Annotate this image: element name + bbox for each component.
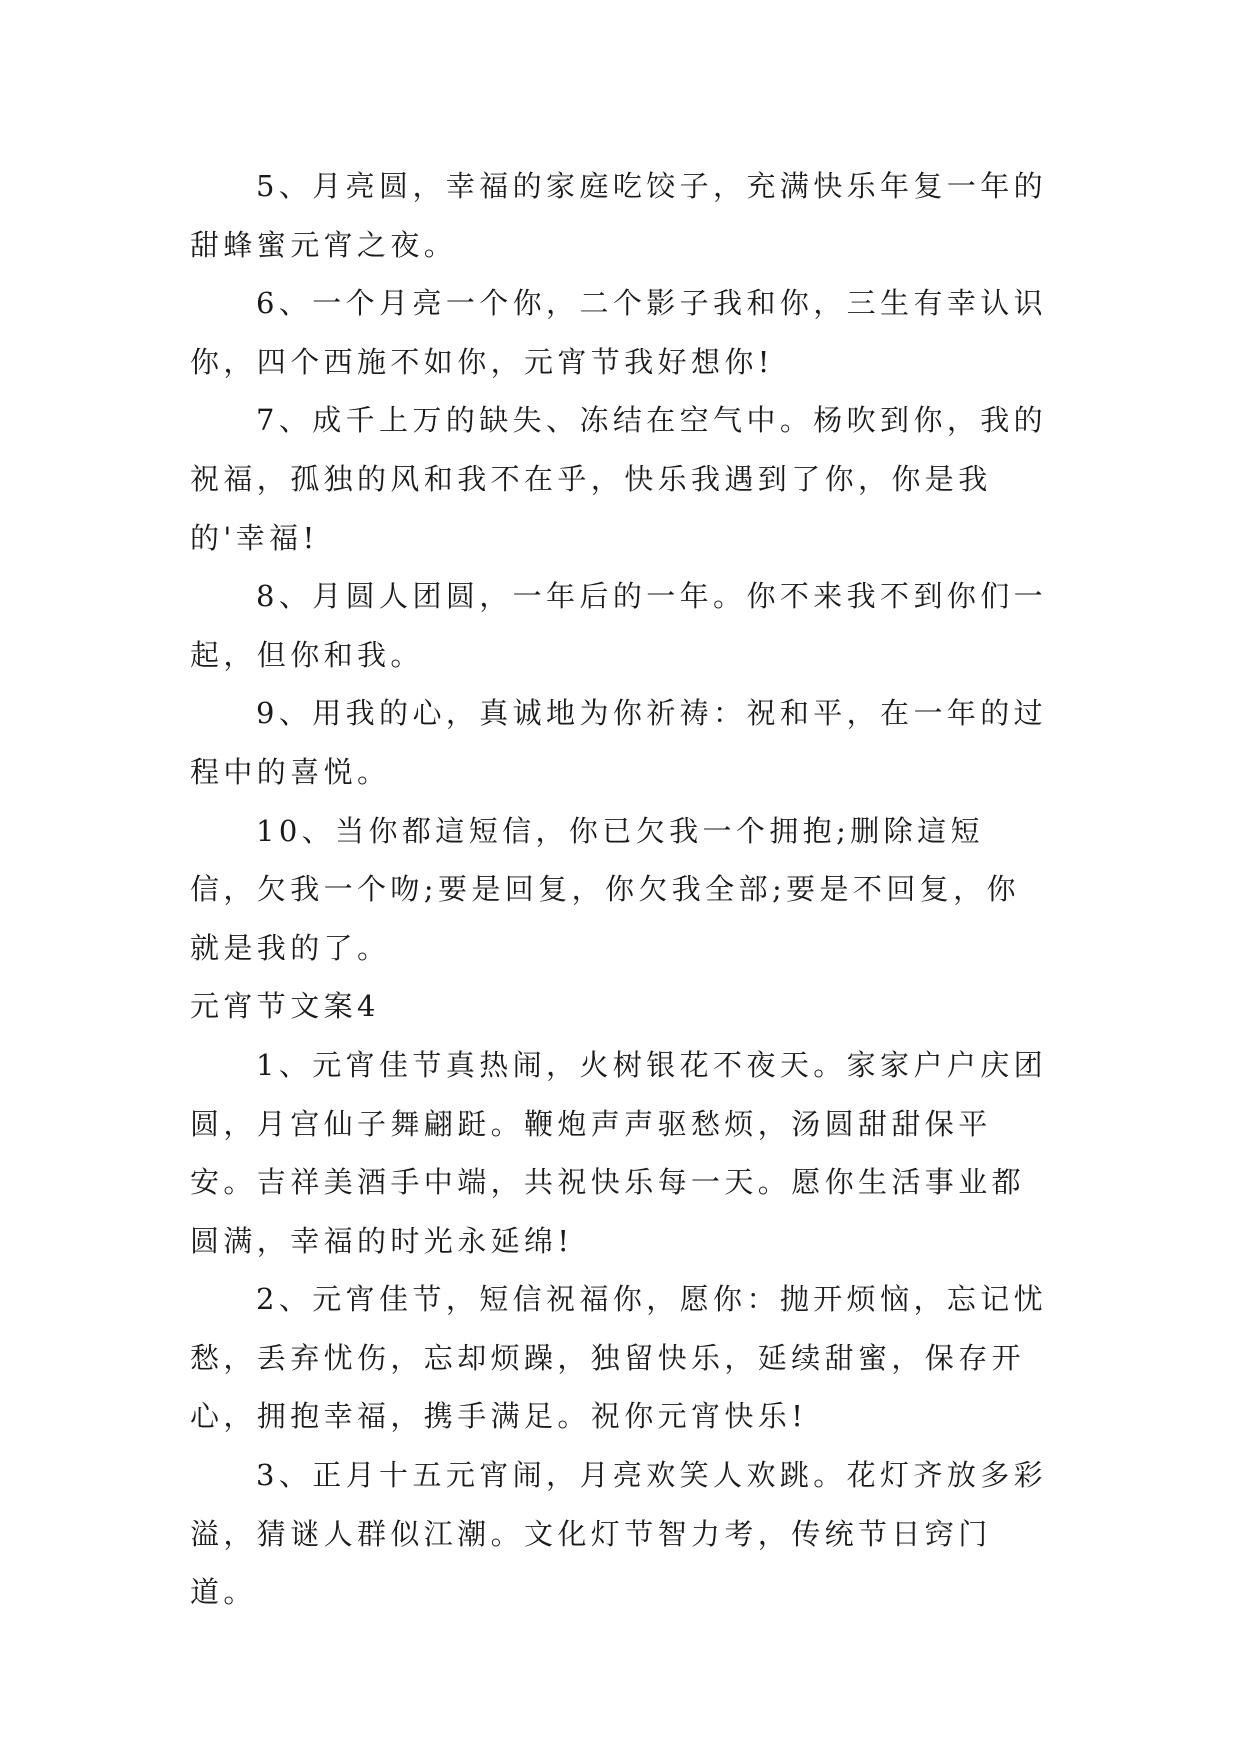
paragraph-item-8: 8、月圆人团圆，一年后的一年。你不来我不到你们一起，但你和我。 [190,579,1048,672]
paragraph-item-2: 2、元宵佳节，短信祝福你，愿你：抛开烦恼，忘记忧愁，丢弃忧伤，忘却烦躁，独留快乐，延续甜蜜，保存开心，拥抱幸福，携手满足。祝你元宵快乐! [190,1282,1048,1434]
document-body [190,157,1050,1622]
paragraph-item-5: 5、月亮圆，幸福的家庭吃饺子，充满快乐年复一年的甜蜂蜜元宵之夜。 [190,169,1048,262]
section-heading: 元宵节文案4 [190,989,380,1024]
paragraph-item-6: 6、一个月亮一个你，二个影子我和你，三生有幸认识你，四个西施不如你，元宵节我好想你! [190,286,1048,379]
paragraph-item-10: 10、当你都這短信，你已欠我一个拥抱;删除這短信，欠我一个吻;要是回复，你欠我全部;要是不回复，你就是我的了。 [190,813,1020,965]
paragraph-item-7: 7、成千上万的缺失、冻结在空气中。杨吹到你，我的祝福，孤独的风和我不在乎，快乐我遇到了你，你是我的'幸福! [190,403,1048,555]
paragraph-item-3: 3、正月十五元宵闹，月亮欢笑人欢跳。花灯齐放多彩溢，猜谜人群似江潮。文化灯节智力考，传统节日窍门道。 [190,1458,1048,1610]
paragraph-item-9: 9、用我的心，真诚地为你祈祷：祝和平，在一年的过程中的喜悦。 [190,696,1048,789]
paragraph-item-1: 1、元宵佳节真热闹，火树银花不夜天。家家户户庆团圆，月宫仙子舞翩跹。鞭炮声声驱愁烦，汤圆甜甜保平安。吉祥美酒手中端，共祝快乐每一天。愿你生活事业都圆满，幸福的时光永延绵! [190,1047,1048,1258]
